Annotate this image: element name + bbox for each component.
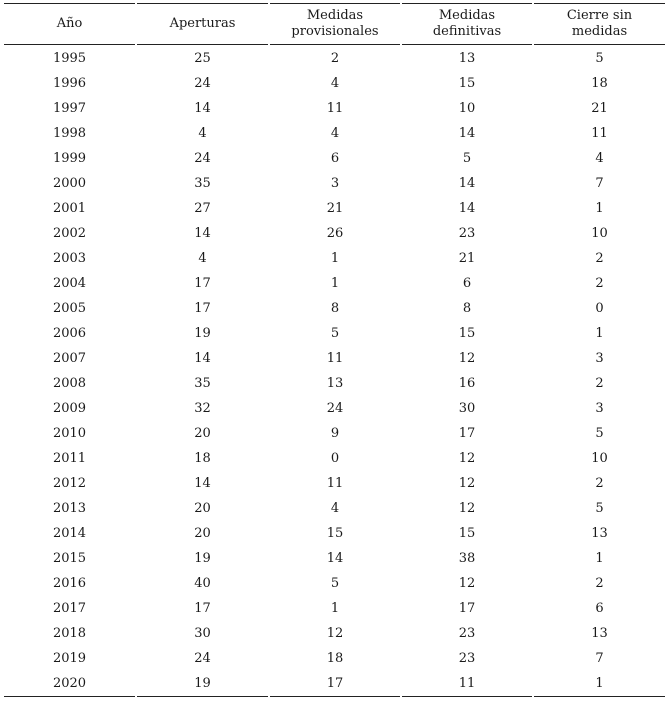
closed-without-measures-cell: 7 bbox=[595, 651, 604, 666]
year-cell: 2004 bbox=[52, 276, 87, 291]
openings-cell: 19 bbox=[194, 551, 211, 566]
openings-cell: 35 bbox=[194, 376, 211, 391]
closed-without-measures-cell: 3 bbox=[595, 351, 604, 366]
closed-without-measures-cell: 5 bbox=[595, 51, 604, 66]
table-row bbox=[4, 96, 665, 121]
header-row bbox=[4, 3, 665, 45]
openings-cell: 4 bbox=[198, 251, 207, 266]
closed-without-measures-cell: 6 bbox=[595, 601, 604, 616]
definitive-measures-cell: 12 bbox=[458, 576, 476, 591]
closed-without-measures-cell: 7 bbox=[595, 176, 604, 191]
year-cell: 2005 bbox=[52, 301, 87, 316]
definitive-measures-cell: 14 bbox=[458, 126, 476, 141]
definitive-measures-cell: 17 bbox=[458, 601, 476, 616]
openings-cell: 30 bbox=[194, 626, 211, 641]
table-row bbox=[4, 421, 665, 446]
definitive-measures-cell: 38 bbox=[458, 551, 476, 566]
definitive-measures-cell: 23 bbox=[458, 651, 476, 666]
definitive-measures-cell: 5 bbox=[462, 151, 472, 166]
provisional-measures-cell: 24 bbox=[326, 401, 344, 416]
provisional-measures-cell: 5 bbox=[330, 326, 340, 341]
provisional-measures-cell: 18 bbox=[326, 651, 344, 666]
closed-without-measures-cell: 2 bbox=[595, 251, 604, 266]
provisional-measures-cell: 1 bbox=[330, 601, 340, 616]
table-row bbox=[4, 221, 665, 246]
closed-without-measures-cell: 0 bbox=[595, 301, 604, 316]
year-cell: 2018 bbox=[52, 626, 87, 641]
table-row bbox=[4, 196, 665, 221]
table-row bbox=[4, 296, 665, 321]
closed-without-measures-cell: 18 bbox=[591, 76, 608, 91]
year-cell: 2012 bbox=[52, 476, 87, 491]
year-cell: 2014 bbox=[52, 526, 87, 541]
year-cell: 2017 bbox=[52, 601, 87, 616]
openings-cell: 14 bbox=[194, 351, 211, 366]
table-row bbox=[4, 146, 665, 171]
year-cell: 2007 bbox=[52, 351, 87, 366]
provisional-measures-cell: 2 bbox=[330, 51, 340, 66]
closed-without-measures-cell: 1 bbox=[595, 326, 604, 341]
definitive-measures-cell: 15 bbox=[458, 76, 476, 91]
openings-cell: 19 bbox=[137, 671, 268, 697]
table-row bbox=[4, 321, 665, 346]
definitive-measures-cell: 10 bbox=[458, 101, 476, 116]
table-row bbox=[4, 496, 665, 521]
closed-without-measures-cell: 2 bbox=[595, 376, 604, 391]
table-row bbox=[4, 346, 665, 371]
provisional-measures-cell: 1 bbox=[330, 276, 340, 291]
provisional-measures-cell: 15 bbox=[326, 526, 344, 541]
definitive-measures-cell: 16 bbox=[458, 376, 476, 391]
closed-without-measures-cell: 10 bbox=[591, 226, 608, 241]
openings-cell: 40 bbox=[194, 576, 211, 591]
openings-cell: 14 bbox=[194, 476, 211, 491]
header-year: Año bbox=[4, 3, 135, 45]
year-cell: 2016 bbox=[52, 576, 87, 591]
openings-cell: 32 bbox=[194, 401, 211, 416]
definitive-measures-cell: 6 bbox=[462, 276, 472, 291]
provisional-measures-cell: 8 bbox=[330, 301, 340, 316]
closed-without-measures-cell: 1 bbox=[595, 201, 604, 216]
year-cell: 1995 bbox=[52, 51, 87, 66]
openings-cell: 20 bbox=[194, 426, 211, 441]
definitive-measures-cell: 30 bbox=[458, 401, 476, 416]
year-cell: 1999 bbox=[52, 151, 87, 166]
closed-without-measures-cell: 21 bbox=[591, 101, 608, 116]
provisional-measures-cell: 6 bbox=[330, 151, 340, 166]
year-cell: 2003 bbox=[52, 251, 87, 266]
provisional-measures-cell: 26 bbox=[326, 226, 344, 241]
definitive-measures-cell: 12 bbox=[458, 351, 476, 366]
openings-cell: 24 bbox=[194, 651, 211, 666]
provisional-measures-cell: 17 bbox=[270, 671, 400, 697]
year-cell: 2000 bbox=[52, 176, 87, 191]
provisional-measures-cell: 3 bbox=[330, 176, 340, 191]
table-row bbox=[4, 71, 665, 96]
closed-without-measures-cell: 1 bbox=[595, 551, 604, 566]
definitive-measures-cell: 21 bbox=[458, 251, 476, 266]
provisional-measures-cell: 21 bbox=[326, 201, 344, 216]
closed-without-measures-cell: 13 bbox=[591, 526, 608, 541]
year-cell: 2010 bbox=[52, 426, 87, 441]
table-row bbox=[4, 621, 665, 646]
header-provisional-measures: Medidas provisionales bbox=[270, 3, 400, 45]
provisional-measures-cell: 0 bbox=[330, 451, 340, 466]
provisional-measures-cell: 5 bbox=[330, 576, 340, 591]
closed-without-measures-cell: 11 bbox=[591, 126, 608, 141]
provisional-measures-cell: 4 bbox=[330, 126, 340, 141]
openings-cell: 14 bbox=[194, 101, 211, 116]
year-cell: 2011 bbox=[52, 451, 87, 466]
header-openings: Aperturas bbox=[137, 3, 268, 45]
closed-without-measures-cell: 5 bbox=[595, 426, 604, 441]
table-row bbox=[4, 171, 665, 196]
definitive-measures-cell: 12 bbox=[458, 451, 476, 466]
closed-without-measures-cell: 2 bbox=[595, 576, 604, 591]
definitive-measures-cell: 11 bbox=[402, 671, 532, 697]
provisional-measures-cell: 13 bbox=[326, 376, 344, 391]
closed-without-measures-cell: 13 bbox=[591, 626, 608, 641]
openings-cell: 20 bbox=[194, 501, 211, 516]
openings-cell: 24 bbox=[194, 76, 211, 91]
header-definitive-measures: Medidas definitivas bbox=[402, 3, 532, 45]
table-row bbox=[4, 271, 665, 296]
table-row bbox=[4, 246, 665, 271]
provisional-measures-cell: 4 bbox=[330, 76, 340, 91]
year-cell: 1997 bbox=[52, 101, 87, 116]
table-body bbox=[4, 45, 665, 697]
closed-without-measures-cell: 2 bbox=[595, 276, 604, 291]
table-row bbox=[4, 646, 665, 671]
definitive-measures-cell: 15 bbox=[458, 326, 476, 341]
table-row bbox=[4, 45, 665, 71]
closed-without-measures-cell: 10 bbox=[591, 451, 608, 466]
year-cell: 2009 bbox=[52, 401, 87, 416]
openings-cell: 25 bbox=[194, 51, 211, 66]
year-cell: 1996 bbox=[52, 76, 87, 91]
closed-without-measures-cell: 2 bbox=[595, 476, 604, 491]
openings-cell: 24 bbox=[194, 151, 211, 166]
table-row bbox=[4, 571, 665, 596]
definitive-measures-cell: 12 bbox=[458, 501, 476, 516]
openings-cell: 18 bbox=[194, 451, 211, 466]
provisional-measures-cell: 4 bbox=[330, 501, 340, 516]
year-cell: 2019 bbox=[52, 651, 87, 666]
table-row bbox=[4, 671, 665, 697]
table-row bbox=[4, 521, 665, 546]
definitive-measures-cell: 13 bbox=[458, 51, 476, 66]
openings-cell: 4 bbox=[198, 126, 207, 141]
table-row bbox=[4, 596, 665, 621]
table-row bbox=[4, 396, 665, 421]
year-cell: 2015 bbox=[52, 551, 87, 566]
year-cell: 2001 bbox=[52, 201, 87, 216]
provisional-measures-cell: 12 bbox=[326, 626, 344, 641]
definitive-measures-cell: 15 bbox=[458, 526, 476, 541]
closed-without-measures-cell: 5 bbox=[595, 501, 604, 516]
table-header bbox=[4, 3, 665, 45]
provisional-measures-cell: 11 bbox=[326, 351, 344, 366]
year-cell: 2002 bbox=[52, 226, 87, 241]
closed-without-measures-cell: 4 bbox=[595, 151, 604, 166]
openings-cell: 27 bbox=[194, 201, 211, 216]
openings-cell: 14 bbox=[194, 226, 211, 241]
closed-without-measures-cell: 3 bbox=[595, 401, 604, 416]
year-cell: 1998 bbox=[52, 126, 87, 141]
cases-by-year-table bbox=[2, 3, 667, 697]
provisional-measures-cell: 9 bbox=[330, 426, 340, 441]
table-row bbox=[4, 471, 665, 496]
provisional-measures-cell: 11 bbox=[326, 476, 344, 491]
definitive-measures-cell: 23 bbox=[458, 626, 476, 641]
definitive-measures-cell: 14 bbox=[458, 201, 476, 216]
closed-without-measures-cell: 1 bbox=[534, 671, 665, 697]
provisional-measures-cell: 11 bbox=[326, 101, 344, 116]
header-closed-without-measures: Cierre sin medidas bbox=[534, 3, 665, 45]
provisional-measures-cell: 14 bbox=[326, 551, 344, 566]
data-table-container bbox=[2, 3, 667, 697]
definitive-measures-cell: 14 bbox=[458, 176, 476, 191]
definitive-measures-cell: 17 bbox=[458, 426, 476, 441]
provisional-measures-cell: 1 bbox=[330, 251, 340, 266]
openings-cell: 17 bbox=[194, 276, 211, 291]
openings-cell: 17 bbox=[194, 301, 211, 316]
year-cell: 2020 bbox=[4, 671, 135, 697]
openings-cell: 20 bbox=[194, 526, 211, 541]
definitive-measures-cell: 23 bbox=[458, 226, 476, 241]
openings-cell: 35 bbox=[194, 176, 211, 191]
year-cell: 2013 bbox=[52, 501, 87, 516]
definitive-measures-cell: 8 bbox=[462, 301, 472, 316]
year-cell: 2006 bbox=[52, 326, 87, 341]
table-row bbox=[4, 371, 665, 396]
table-row bbox=[4, 446, 665, 471]
openings-cell: 17 bbox=[194, 601, 211, 616]
definitive-measures-cell: 12 bbox=[458, 476, 476, 491]
openings-cell: 19 bbox=[194, 326, 211, 341]
table-row bbox=[4, 121, 665, 146]
table-row bbox=[4, 546, 665, 571]
year-cell: 2008 bbox=[52, 376, 87, 391]
